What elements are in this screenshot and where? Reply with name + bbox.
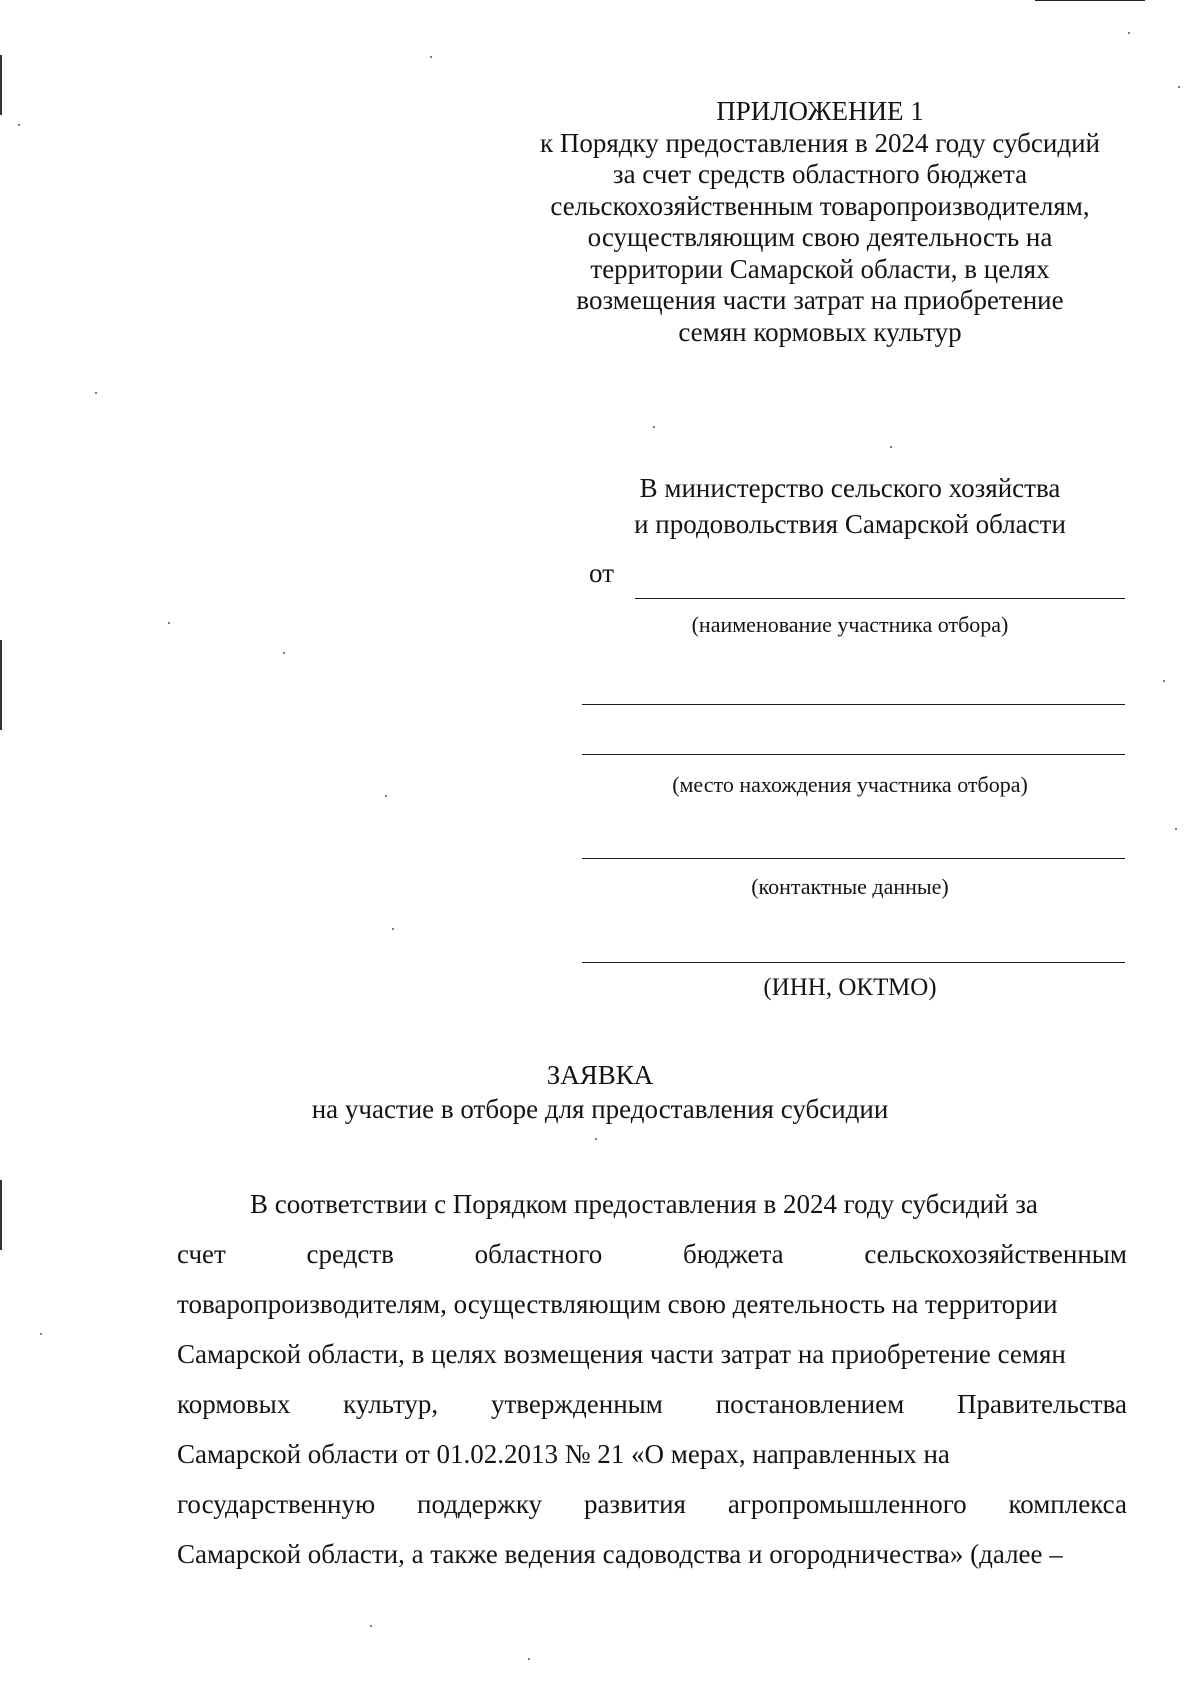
body-word: постановлением	[715, 1389, 905, 1419]
body-word: средств	[306, 1239, 394, 1269]
scan-speck	[168, 622, 170, 624]
appendix-line: за счет средств областного бюджета	[612, 159, 1028, 189]
scan-speck	[595, 1138, 597, 1140]
body-word: государственную	[177, 1489, 376, 1519]
appendix-line: возмещения части затрат на приобретение	[576, 285, 1064, 315]
scan-speck	[528, 1658, 530, 1660]
addressee-block	[610, 470, 1090, 542]
scan-speck	[18, 124, 20, 126]
body-word: утвержденным	[491, 1389, 663, 1419]
body-word: поддержку	[417, 1489, 543, 1519]
appendix-header	[500, 96, 1140, 348]
participant-name-field[interactable]	[635, 598, 1125, 599]
scan-speck	[430, 56, 432, 58]
scan-speck	[1175, 828, 1177, 830]
scan-edge-mark	[0, 640, 2, 730]
body-line: Самарской области от 01.02.2013 № 21 «О мерах, направленных на	[177, 1439, 950, 1469]
addressee-line: В министерство сельского хозяйства	[639, 473, 1061, 503]
appendix-line: к Порядку предоставления в 2024 году субсидий	[540, 127, 1100, 158]
body-word: сельскохозяйственным	[864, 1239, 1127, 1269]
scan-speck	[370, 1625, 372, 1627]
application-title: ЗАЯВКА	[546, 1060, 654, 1090]
appendix-title: ПРИЛОЖЕНИЕ 1	[716, 96, 924, 126]
body-line: товаропроизводителям, осуществляющим свою деятельность на территории	[177, 1289, 1058, 1319]
body-word: областного	[474, 1239, 603, 1269]
contacts-field[interactable]	[582, 858, 1125, 859]
body-word: кормовых	[177, 1389, 291, 1419]
body-word: комплекса	[1008, 1489, 1127, 1519]
body-word: развития	[583, 1489, 686, 1519]
body-line: Самарской области, в целях возмещения части затрат на приобретение семян	[177, 1339, 1066, 1369]
appendix-line: осуществляющим свою деятельность на	[587, 222, 1053, 252]
scan-edge-rule	[1035, 0, 1145, 1]
contacts-caption: (контактные данные)	[751, 874, 949, 899]
appendix-line: сельскохозяйственным товаропроизводителям,	[550, 190, 1090, 221]
scan-speck	[40, 1333, 42, 1335]
body-word: культур,	[343, 1389, 439, 1419]
body-word: счет	[177, 1239, 226, 1269]
inn-oktmo-field[interactable]	[582, 962, 1125, 963]
body-line	[177, 1488, 1127, 1520]
scan-speck	[95, 392, 97, 394]
application-subtitle: на участие в отборе для предоставления субсидии	[311, 1094, 889, 1124]
body-word: агропромышленного	[727, 1489, 967, 1519]
location-caption: (место нахождения участника отбора)	[672, 772, 1028, 797]
appendix-line: территории Самарской области, в целях	[590, 253, 1050, 284]
appendix-line: семян кормовых культур	[678, 316, 962, 347]
scan-edge-mark	[0, 1180, 2, 1250]
inn-oktmo-caption: (ИНН, ОКТМО)	[763, 974, 937, 1001]
scan-speck	[385, 795, 387, 797]
body-line: Самарской области, а также ведения садоводства и огородничества» (далее –	[177, 1539, 1063, 1569]
body-word: Правительства	[957, 1389, 1127, 1419]
scan-speck	[1163, 680, 1165, 682]
addressee-line: и продовольствия Самарской области	[634, 509, 1066, 539]
scan-speck	[890, 446, 892, 448]
from-label: от	[589, 558, 614, 588]
application-heading	[0, 1058, 1200, 1126]
body-line: В соответствии с Порядком предоставления в 2024 году субсидий за	[250, 1189, 1038, 1219]
body-line	[177, 1238, 1127, 1270]
body-word: бюджета	[682, 1239, 784, 1269]
scan-speck	[1178, 86, 1180, 88]
body-line	[177, 1388, 1127, 1420]
scan-speck	[653, 426, 655, 428]
scan-edge-mark	[0, 55, 2, 115]
location-field-line-2[interactable]	[582, 754, 1125, 755]
scan-speck	[392, 928, 394, 930]
location-field-line-1[interactable]	[582, 704, 1125, 705]
scan-speck	[283, 652, 285, 654]
scan-speck	[1128, 32, 1130, 34]
participant-name-caption: (наименование участника отбора)	[691, 612, 1009, 637]
